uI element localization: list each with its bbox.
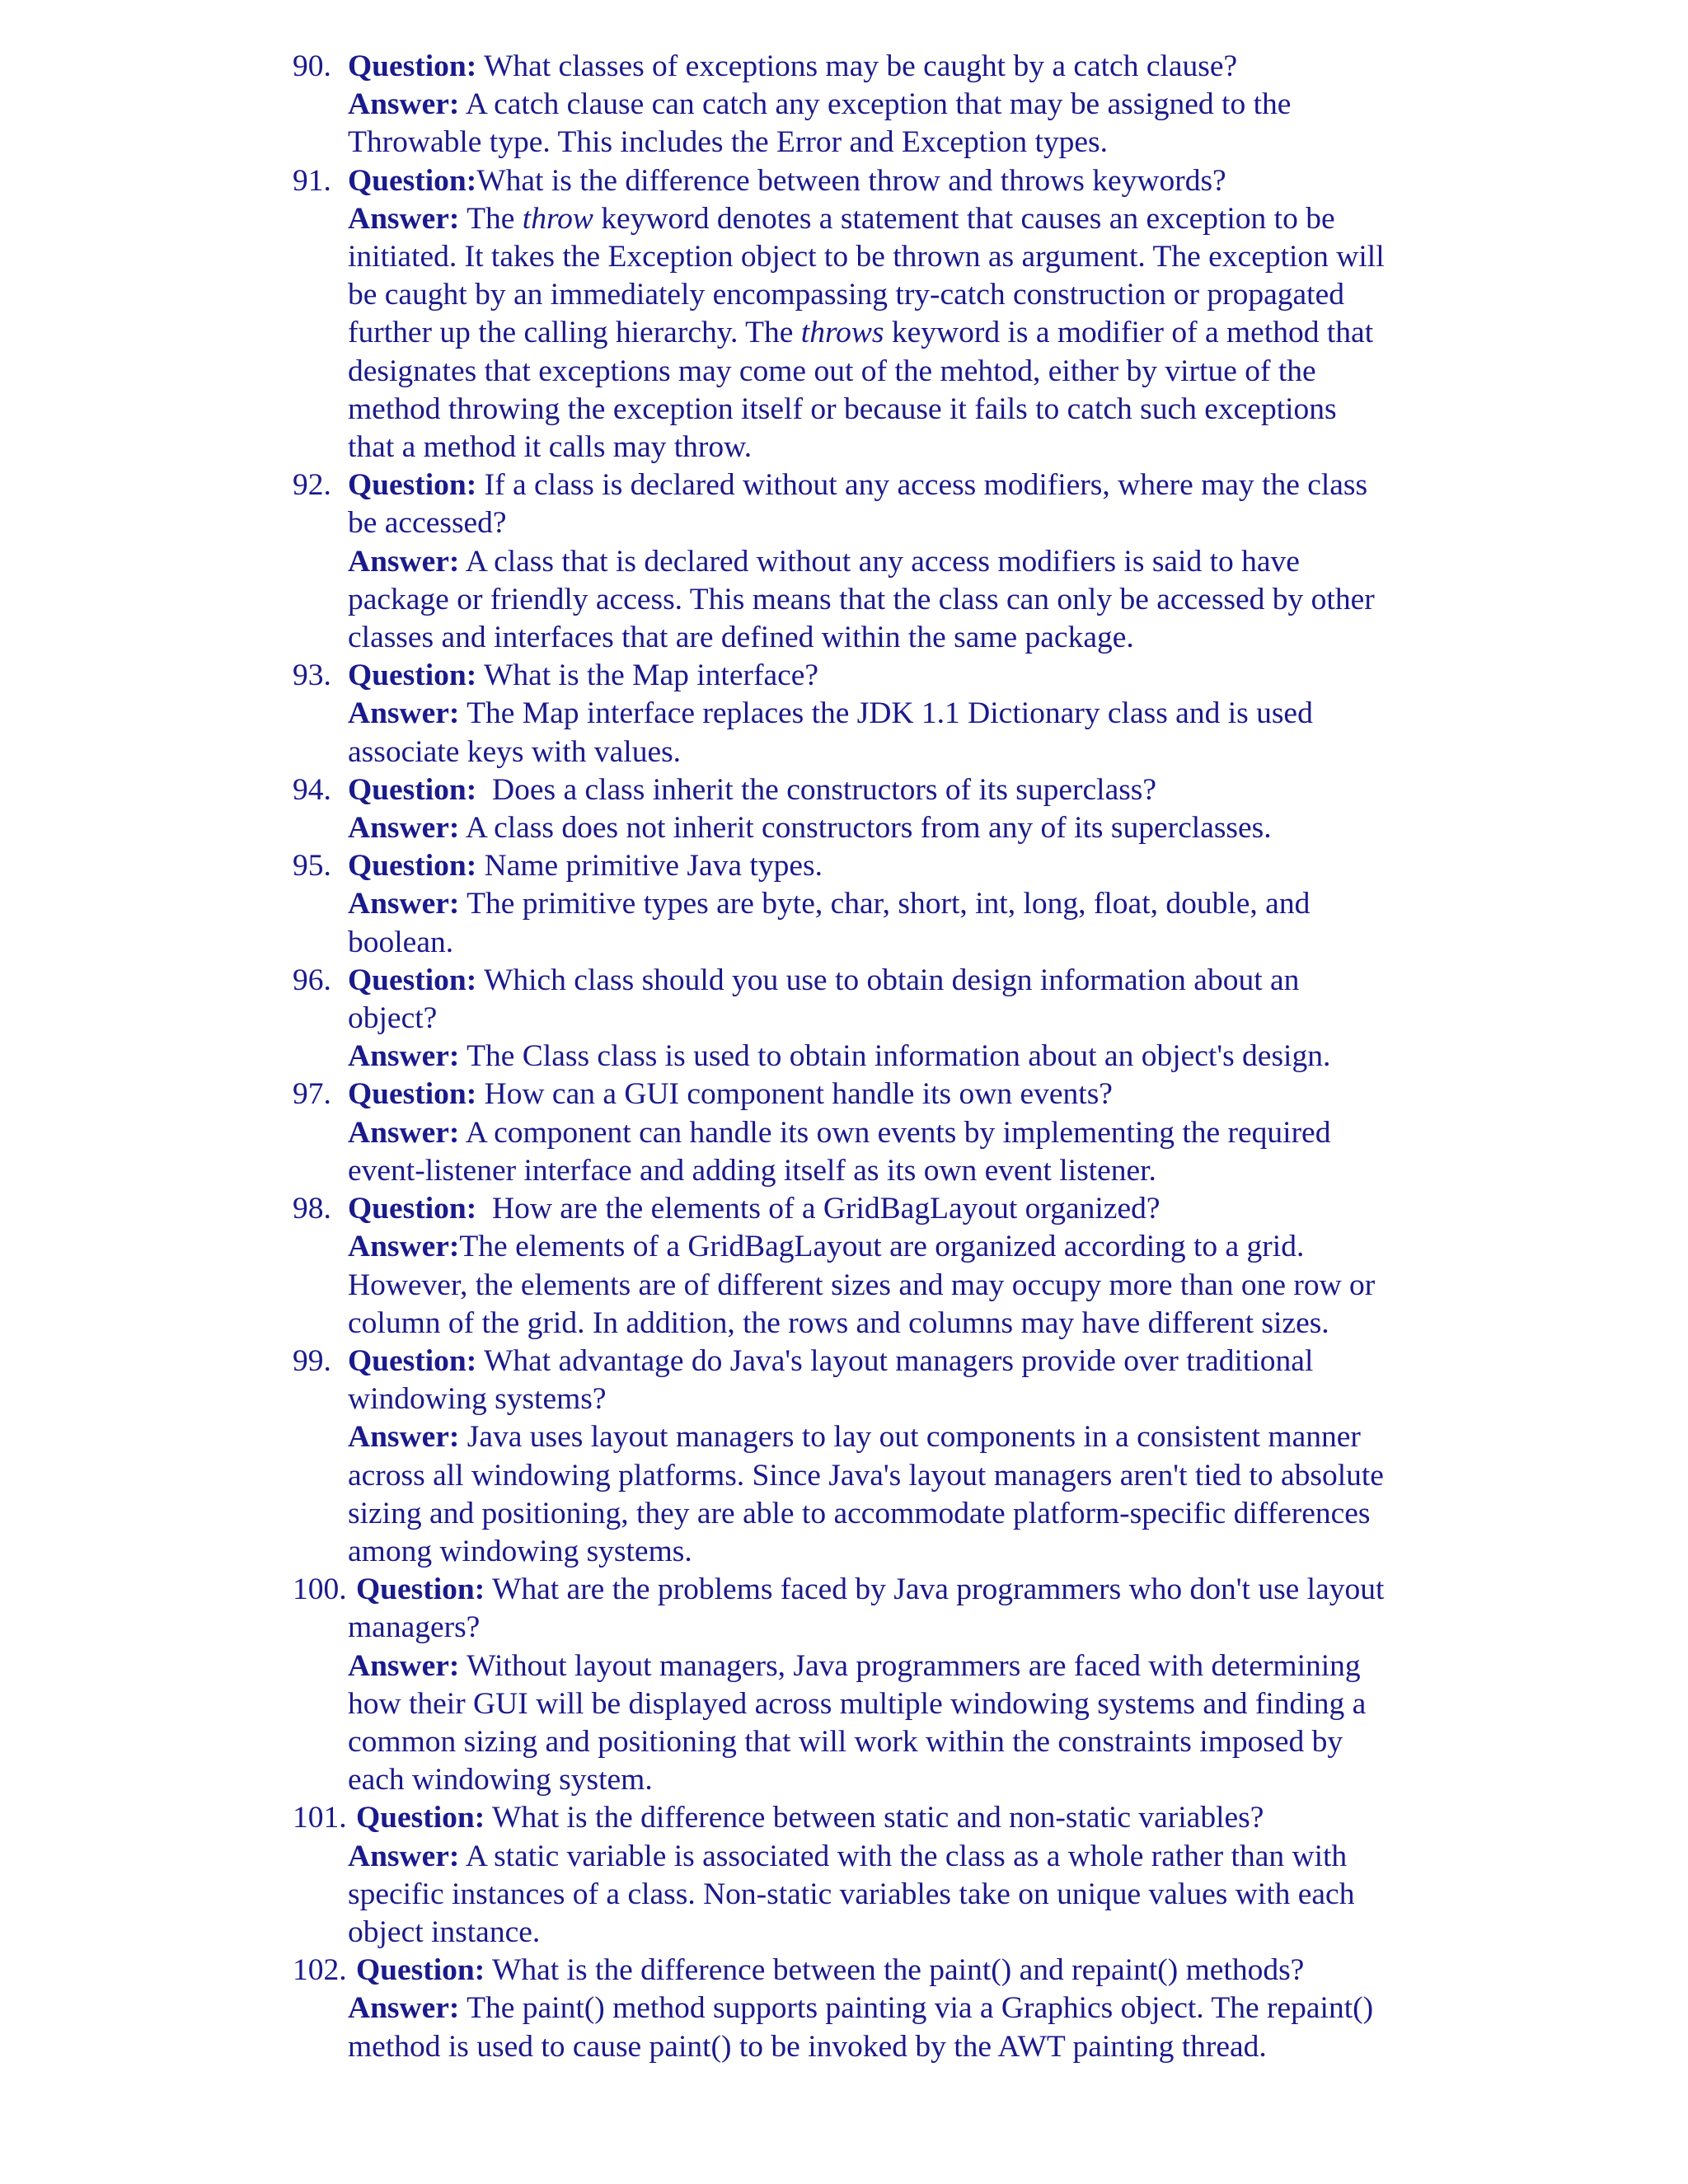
- answer-text: keyword is a modifier of a method that: [884, 316, 1374, 350]
- answer-text: The Class class is used to obtain information about an object's design.: [467, 1039, 1331, 1074]
- answer-line: method throwing the exception itself or because it fails to catch such exceptions: [348, 391, 1337, 426]
- question-line: [348, 847, 1463, 885]
- answer-text: A static variable is associated with the class as a whole rather than with: [465, 1839, 1348, 1873]
- answer-line: how their GUI will be displayed across multiple windowing systems and finding a: [348, 1686, 1367, 1721]
- qa-item-93: [293, 657, 1463, 771]
- question-text: What is the Map interface?: [483, 658, 819, 693]
- item-number: 95.: [293, 849, 331, 883]
- answer-line: associate keys with values.: [348, 734, 682, 769]
- answer-line: column of the grid. In addition, the rows and columns may have different sizes.: [348, 1305, 1329, 1340]
- answer-line: [348, 1114, 1463, 1152]
- question-label: Question:: [348, 849, 477, 883]
- answer-label: Answer:: [348, 201, 460, 236]
- question-label: Question:: [348, 468, 477, 503]
- answer-text: A component can handle its own events by implementing the required: [465, 1115, 1331, 1150]
- answer-text: The paint() method supports painting via a Graphics object. The repaint(): [467, 1991, 1374, 2026]
- question-line: [356, 1571, 1463, 1609]
- item-number: 99.: [293, 1343, 331, 1378]
- answer-line: [348, 1990, 1463, 2027]
- question-line: managers?: [348, 1610, 481, 1645]
- qa-item-102: [293, 1952, 1463, 2066]
- answer-line: across all windowing platforms. Since Java's layout managers aren't tied to absolute: [348, 1458, 1384, 1493]
- question-label: Question:: [348, 1192, 477, 1226]
- question-label: Question:: [348, 1077, 477, 1112]
- item-number: 94.: [293, 772, 331, 807]
- item-number: 91.: [293, 163, 331, 198]
- answer-label: Answer:: [348, 887, 460, 921]
- qa-item-95: [293, 847, 1463, 962]
- answer-line: method is used to cause paint() to be invoked by the AWT painting thread.: [348, 2029, 1267, 2064]
- qa-item-92: [293, 466, 1463, 657]
- question-label: Question:: [348, 772, 477, 807]
- question-label: Question:: [348, 163, 477, 198]
- answer-line: [348, 809, 1463, 847]
- question-text: What is the difference between static and non-static variables?: [491, 1801, 1264, 1835]
- question-line: [348, 48, 1463, 86]
- qa-item-96: [293, 962, 1463, 1076]
- answer-text: The elements of a GridBagLayout are organized according to a grid.: [459, 1230, 1305, 1264]
- question-label: Question:: [348, 658, 477, 693]
- qa-item-94: [293, 771, 1463, 847]
- question-text: Name primitive Java types.: [484, 849, 823, 883]
- answer-line: [348, 200, 1463, 238]
- answer-label: Answer:: [348, 1420, 460, 1455]
- answer-line: specific instances of a class. Non-static variables take on unique values with each: [348, 1877, 1355, 1911]
- answer-text: keyword denotes a statement that causes an exception to be: [593, 201, 1335, 236]
- answer-line: among windowing systems.: [348, 1534, 692, 1568]
- answer-line: [348, 885, 1463, 923]
- qa-item-99: [293, 1343, 1463, 1571]
- question-line: [356, 1799, 1463, 1837]
- question-text: What advantage do Java's layout managers provide over traditional: [483, 1343, 1314, 1378]
- answer-text: A class does not inherit constructors from any of its superclasses.: [465, 811, 1272, 846]
- answer-line: [348, 1647, 1463, 1685]
- item-number: 93.: [293, 658, 331, 693]
- question-text: How are the elements of a GridBagLayout organized?: [484, 1192, 1160, 1226]
- keyword-throws: throws: [800, 316, 884, 350]
- question-line: [348, 466, 1463, 504]
- answer-line: [348, 86, 1463, 124]
- answer-text: A class that is declared without any access modifiers is said to have: [465, 544, 1300, 579]
- answer-label: Answer:: [348, 1991, 460, 2026]
- answer-label: Answer:: [348, 1039, 460, 1074]
- answer-label: Answer:: [348, 87, 460, 122]
- answer-text: The: [467, 201, 523, 236]
- answer-line: event-listener interface and adding itself as its own event listener.: [348, 1153, 1156, 1188]
- question-text: What are the problems faced by Java programmers who don't use layout: [491, 1572, 1385, 1607]
- question-label: Question:: [348, 1343, 477, 1378]
- question-line: object?: [348, 1001, 438, 1036]
- question-label: Question:: [348, 49, 477, 83]
- answer-text: Without layout managers, Java programmers are faced with determining: [467, 1648, 1361, 1683]
- item-number: 96.: [293, 963, 331, 997]
- item-number: 97.: [293, 1077, 331, 1112]
- answer-text: A catch clause can catch any exception that may be assigned to the: [465, 87, 1292, 122]
- question-label: Question:: [356, 1953, 485, 1988]
- question-line: [348, 657, 1463, 695]
- question-text: Does a class inherit the constructors of its superclass?: [492, 772, 1157, 807]
- answer-label: Answer:: [348, 696, 460, 731]
- answer-line: [348, 543, 1463, 581]
- answer-line: [348, 1228, 1463, 1266]
- qa-item-90: [293, 48, 1463, 162]
- question-line: windowing systems?: [348, 1382, 607, 1417]
- question-text: If a class is declared without any access modifiers, where may the class: [484, 468, 1368, 503]
- answer-line: sizing and positioning, they are able to accommodate platform-specific differences: [348, 1496, 1371, 1530]
- item-number: 102.: [293, 1953, 347, 1988]
- answer-line: classes and interfaces that are defined within the same package.: [348, 621, 1134, 655]
- question-line: [348, 771, 1463, 809]
- item-number: 98.: [293, 1192, 331, 1226]
- question-line: [348, 162, 1463, 200]
- question-text: What classes of exceptions may be caught by a catch clause?: [483, 49, 1238, 83]
- item-number: 101.: [293, 1801, 347, 1835]
- question-text: How can a GUI component handle its own events?: [484, 1077, 1113, 1112]
- question-label: Question:: [348, 963, 477, 997]
- answer-line: However, the elements are of different sizes and may occupy more than one row or: [348, 1268, 1376, 1302]
- answer-line: [348, 1418, 1463, 1456]
- keyword-throw: throw: [522, 201, 593, 236]
- answer-line: [348, 314, 1463, 352]
- question-text: What is the difference between the paint() and repaint() methods?: [491, 1953, 1305, 1988]
- answer-line: package or friendly access. This means that the class can only be accessed by other: [348, 582, 1375, 616]
- answer-text: The Map interface replaces the JDK 1.1 Dictionary class and is used: [467, 696, 1313, 731]
- question-line: [348, 962, 1463, 1000]
- answer-line: Throwable type. This includes the Error and Exception types.: [348, 125, 1108, 160]
- answer-text: The primitive types are byte, char, short, int, long, float, double, and: [467, 887, 1311, 921]
- answer-label: Answer:: [348, 1115, 460, 1150]
- item-number: 100.: [293, 1572, 347, 1607]
- question-line: [348, 1343, 1463, 1380]
- answer-text: further up the calling hierarchy. The: [348, 316, 801, 350]
- answer-text: Java uses layout managers to lay out components in a consistent manner: [467, 1420, 1361, 1455]
- answer-label: Answer:: [348, 1230, 460, 1264]
- qa-item-97: [293, 1076, 1463, 1190]
- question-label: Question:: [356, 1801, 485, 1835]
- answer-line: [348, 1838, 1463, 1876]
- question-label: Question:: [356, 1572, 485, 1607]
- item-number: 92.: [293, 468, 331, 503]
- question-line: [356, 1952, 1463, 1990]
- qa-item-101: [293, 1799, 1463, 1952]
- answer-line: object instance.: [348, 1915, 541, 1949]
- qa-item-98: [293, 1190, 1463, 1343]
- question-line: [348, 1076, 1463, 1113]
- answer-label: Answer:: [348, 1839, 460, 1873]
- answer-line: designates that exceptions may come out of the mehtod, either by virtue of the: [348, 354, 1316, 388]
- qa-list: [293, 48, 1463, 2066]
- answer-line: common sizing and positioning that will work within the constraints imposed by: [348, 1724, 1343, 1759]
- answer-line: initiated. It takes the Exception object to be thrown as argument. The exception will: [348, 240, 1385, 274]
- question-text: Which class should you use to obtain design information about an: [483, 963, 1300, 997]
- answer-line: boolean.: [348, 925, 454, 959]
- question-line: [348, 1190, 1463, 1228]
- qa-item-100: [293, 1571, 1463, 1799]
- answer-line: [348, 695, 1463, 733]
- answer-label: Answer:: [348, 544, 460, 579]
- answer-line: that a method it calls may throw.: [348, 430, 753, 465]
- question-text: What is the difference between throw and throws keywords?: [476, 163, 1226, 198]
- item-number: 90.: [293, 49, 331, 83]
- answer-line: each windowing system.: [348, 1763, 653, 1797]
- qa-item-91: [293, 162, 1463, 467]
- answer-line: [348, 1038, 1463, 1076]
- answer-line: be caught by an immediately encompassing try-catch construction or propagated: [348, 278, 1344, 312]
- answer-label: Answer:: [348, 811, 460, 846]
- question-line: be accessed?: [348, 506, 507, 541]
- answer-label: Answer:: [348, 1648, 460, 1683]
